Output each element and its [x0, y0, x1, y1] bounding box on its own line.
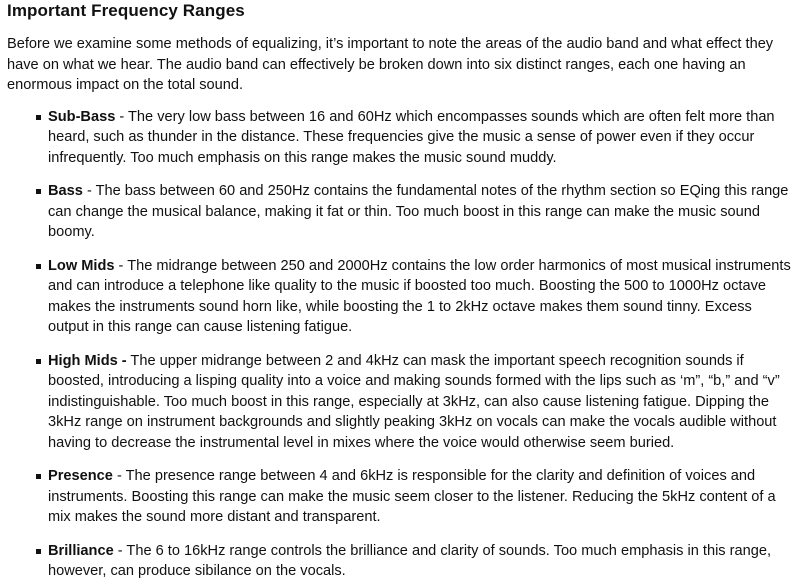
range-description: The upper midrange between 2 and 4kHz can mask the important speech recognition sounds if boosted, introducing a lisping quality into a voice and making sounds formed with the lips such as ‘m”, “b,” and “v” indistinguishable. Too much boost in this range, especially at 3kHz, can also cause listening fatigue. Dipping the 3kHz range on instrument backgrounds and slightly peaking 3kHz on vocals can make the vocals audible without having to decrease the instrumental level in mixes where the voice would otherwise seem buried.: [48, 352, 780, 451]
list-item-high-mids: [7, 351, 792, 454]
range-term: Low Mids: [48, 257, 115, 274]
range-term: Bass: [48, 183, 83, 199]
list-item-low-mids: [7, 256, 792, 338]
range-term: High Mids -: [48, 352, 127, 369]
intro-paragraph: Before we examine some methods of equalizing, it’s important to note the areas of the audio band and what effect they have on what we hear. The audio band can effectively be broken down into six distinct ranges, each one having an enormous impact on the total sound.: [7, 36, 774, 93]
list-item-bass: [7, 181, 792, 243]
list-item-brilliance: [7, 541, 792, 582]
square-bullet-icon: [36, 549, 41, 554]
range-description: - The presence range between 4 and 6kHz is responsible for the clarity and definition of voices and instruments. Boosting this range can make the music seem closer to the listener. Reducing the 5kHz content of a mix makes the sound more distant and transparent.: [48, 468, 776, 525]
square-bullet-icon: [36, 115, 41, 120]
list-item-presence: [7, 466, 792, 528]
range-description: - The very low bass between 16 and 60Hz which encompasses sounds which are often felt more than heard, such as thunder in the distance. These frequencies give the music a sense of power even if they occur infrequently. Too much emphasis on this range makes the music sound muddy.: [48, 108, 775, 166]
range-term: Sub-Bass: [48, 108, 116, 125]
range-description: - The 6 to 16kHz range controls the brilliance and clarity of sounds. Too much emphasis in this range, however, can produce sibilance on the vocals.: [48, 542, 772, 579]
range-description: - The midrange between 250 and 2000Hz contains the low order harmonics of most musical instruments and can introduce a telephone like quality to the music if boosted too much. Boosting the 500 to 1000Hz octave makes the instruments sound horn like, while boosting the 1 to 2kHz octave makes them sound tinny. Excess output in this range can cause listening fatigue.: [48, 257, 791, 335]
square-bullet-icon: [36, 359, 41, 364]
square-bullet-icon: [36, 189, 41, 194]
frequency-range-list: [7, 107, 792, 582]
section-title: Important Frequency Ranges: [7, 1, 245, 20]
range-term: Brilliance: [48, 542, 114, 559]
square-bullet-icon: [36, 264, 41, 269]
list-item-sub-bass: [7, 107, 792, 169]
range-term: Presence: [48, 468, 113, 484]
range-description: - The bass between 60 and 250Hz contains the fundamental notes of the rhythm section so EQing this range can change the musical balance, making it fat or thin. Too much boost in this range can make the music sound boomy.: [48, 183, 789, 240]
square-bullet-icon: [36, 474, 41, 479]
